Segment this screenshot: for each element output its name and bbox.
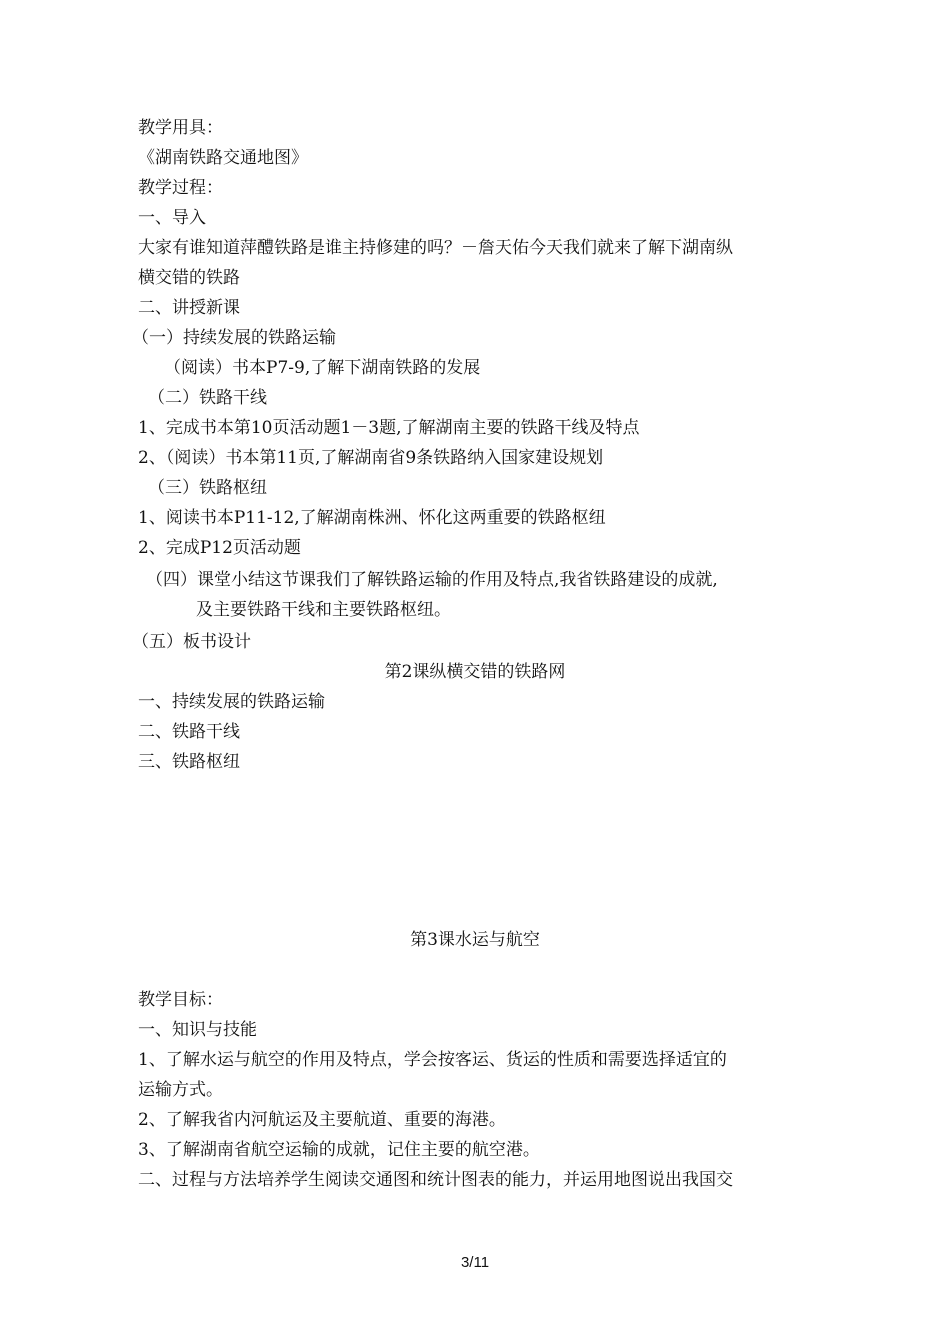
text-line: 1、完成书本第10页活动题1－3题,了解湖南主要的铁路干线及特点 xyxy=(138,418,640,438)
lesson-title: 第3课水运与航空 xyxy=(410,930,540,950)
text-line: 横交错的铁路 xyxy=(138,268,240,288)
text-line: 2、（阅读）书本第11页,了解湖南省9条铁路纳入国家建设规划 xyxy=(138,448,604,468)
text-line: 3、了解湖南省航空运输的成就，记住主要的航空港。 xyxy=(138,1140,540,1160)
subsection-heading: （四）课堂小结这节课我们了解铁路运输的作用及特点,我省铁路建设的成就, xyxy=(146,570,718,590)
subsection-heading: （五）板书设计 xyxy=(132,632,251,652)
text-line: 运输方式。 xyxy=(138,1080,223,1100)
text-line: 及主要铁路干线和主要铁路枢纽。 xyxy=(196,600,451,620)
page-number: 3/11 xyxy=(460,1254,490,1271)
subsection-heading: （二）铁路干线 xyxy=(148,388,267,408)
text-line: 二、铁路干线 xyxy=(138,722,240,742)
section-heading: 一、知识与技能 xyxy=(138,1020,257,1040)
text-line: 大家有谁知道萍醴铁路是谁主持修建的吗？－詹天佑今天我们就来了解下湖南纵 xyxy=(138,238,733,258)
text-line: 三、铁路枢纽 xyxy=(138,752,240,772)
text-line: 2、了解我省内河航运及主要航道、重要的海港。 xyxy=(138,1110,506,1130)
board-title: 第2课纵横交错的铁路网 xyxy=(384,662,566,682)
text-line: 一、持续发展的铁路运输 xyxy=(138,692,325,712)
text-line: （阅读）书本P7-9,了解下湖南铁路的发展 xyxy=(164,358,481,378)
section-heading: 一、导入 xyxy=(138,208,206,228)
text-line: 二、过程与方法培养学生阅读交通图和统计图表的能力，并运用地图说出我国交 xyxy=(138,1170,733,1190)
text-line: 1、了解水运与航空的作用及特点，学会按客运、货运的性质和需要选择适宜的 xyxy=(138,1050,727,1070)
subsection-heading: （三）铁路枢纽 xyxy=(148,478,267,498)
text-line: 教学目标： xyxy=(138,990,223,1010)
text-line: 2、完成P12页活动题 xyxy=(138,538,301,558)
text-line: 1、阅读书本P11-12,了解湖南株洲、怀化这两重要的铁路枢纽 xyxy=(138,508,606,528)
text-line: 教学过程： xyxy=(138,178,223,198)
text-line: 《湖南铁路交通地图》 xyxy=(138,148,308,168)
text-line: 教学用具： xyxy=(138,118,223,138)
section-heading: 二、讲授新课 xyxy=(138,298,240,318)
subsection-heading: （一）持续发展的铁路运输 xyxy=(132,328,336,348)
